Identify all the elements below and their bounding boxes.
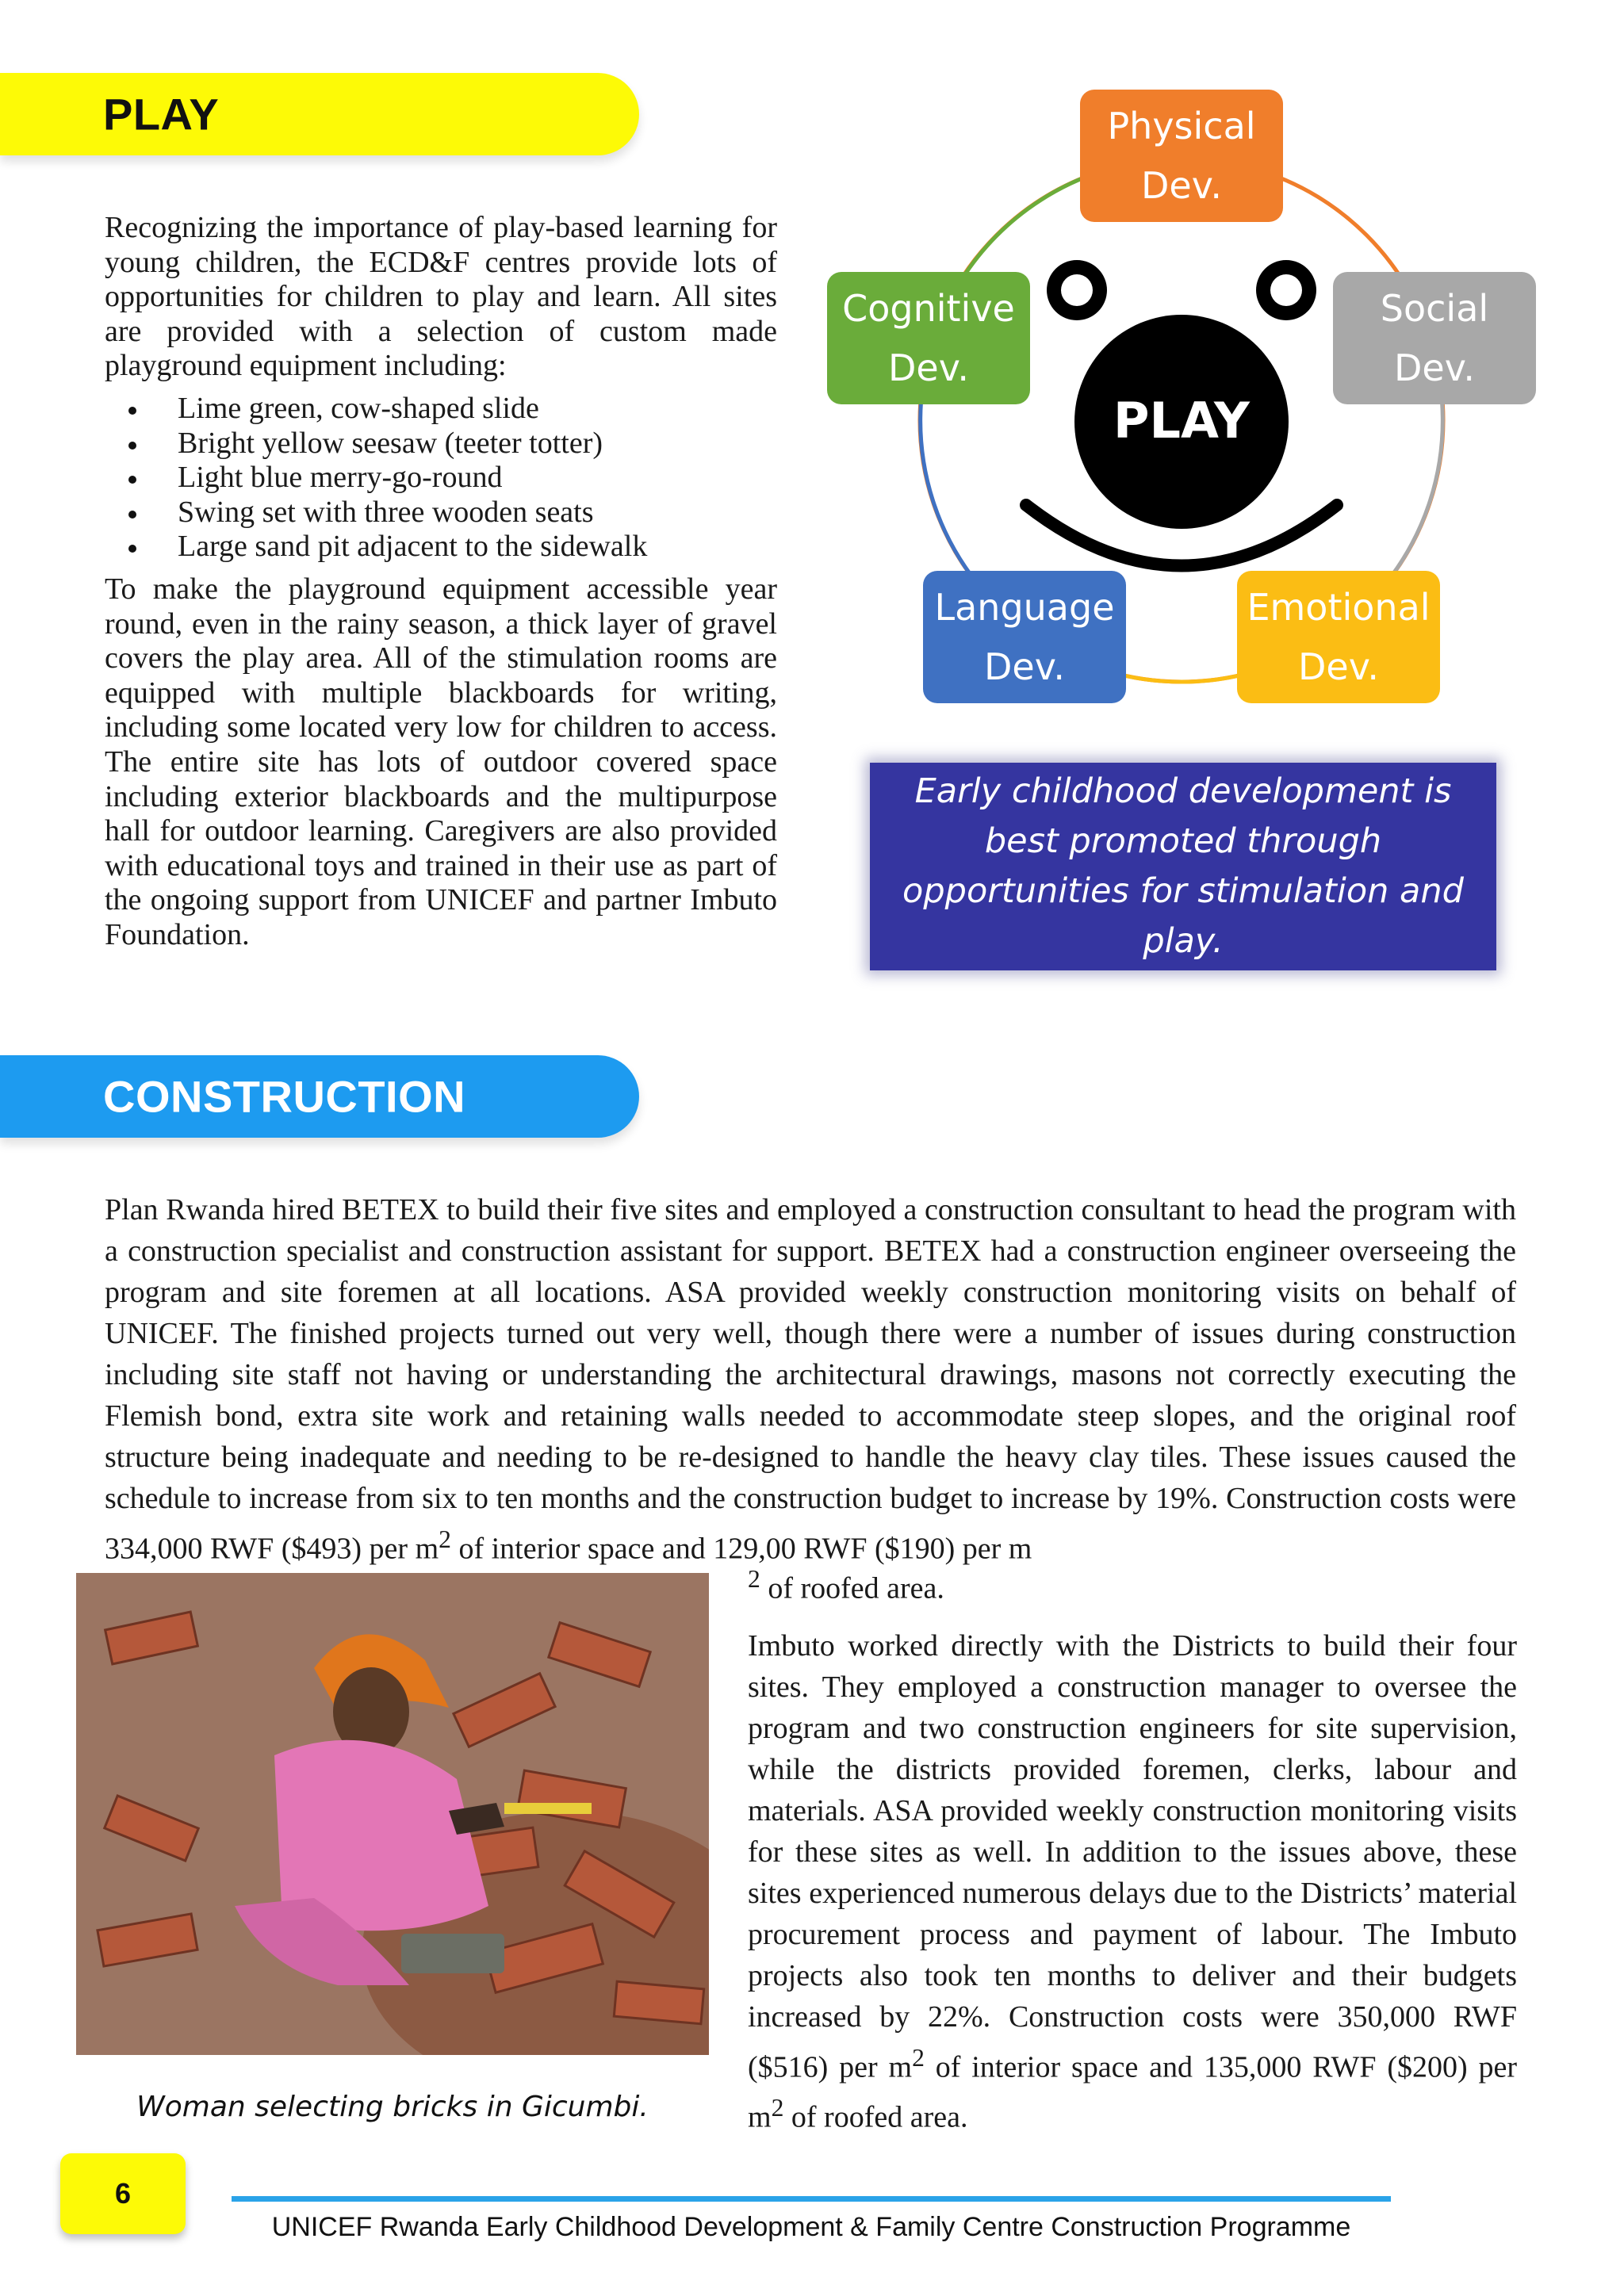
photo-illustration [76,1573,709,2055]
face-left-eye-highlight [1061,274,1093,306]
superscript-2: 2 [439,1525,451,1553]
node-language-dev [923,571,1126,703]
photo-caption: Woman selecting bricks in Gicumbi. [136,2091,649,2123]
list-item: Light blue merry-go-round [105,461,777,496]
paragraph-text: of interior space and 129,00 RWF ($190) per m [450,1532,1032,1566]
construction-paragraph-plan-rwanda [105,1189,1516,1570]
paragraph-text: Plan Rwanda hired BETEX to build their five sites and employed a construction consultant to head the program with a construction specialist and construction assistant for support. BETEX had a construction engineer overseeing the program and site foremen at all locations. ASA provided weekly construction monitoring visits on behalf of UNICEF. The finished projects turned out very well, though there were a number of issues during construction including site staff not having or understanding the architectural drawings, masons not correctly executing the Flemish bond, extra site work and retaining walls needed to accommodate steep slopes, and the original roof structure being inadequate and needing to be re-designed to handle the heavy clay tiles. These issues caused the schedule to increase from six to ten months and the construction budget to increase by 19%. Construction costs were 334,000 RWF ($493) per m [105,1193,1516,1566]
paragraph-text: of roofed area. [783,2100,968,2134]
node-social-dev [1333,272,1536,404]
callout-box [870,763,1496,970]
face-right-eye-highlight [1270,274,1302,306]
node-label: Physical [1107,105,1256,147]
superscript-2: 2 [748,1565,760,1593]
page-number: 6 [114,2177,132,2210]
list-item: Large sand pit adjacent to the sidewalk [105,530,777,564]
node-physical-dev [1080,90,1283,222]
node-label: Cognitive [842,287,1015,330]
footer-divider [232,2196,1391,2202]
node-cognitive-dev [827,272,1030,404]
node-label: Dev. [888,346,969,389]
superscript-2: 2 [912,2043,925,2072]
construction-paragraph-imbuto [748,1625,1517,2138]
list-item: Lime green, cow-shaped slide [105,392,777,427]
list-item: Bright yellow seesaw (teeter totter) [105,427,777,461]
paragraph-text: of roofed area. [760,1571,944,1605]
node-label: Dev. [1141,164,1222,207]
construction-right-column [748,1559,1517,2154]
node-label: Dev. [1394,346,1475,389]
play-center-label: PLAY [1113,392,1250,450]
node-label: Dev. [1298,645,1379,688]
paragraph-text: Imbuto worked directly with the Districts to build their four sites. They employed a construction manager to oversee the program and two construction engineers for site supervision, while the districts provided foremen, clerks, labour and materials. ASA provided weekly construction monitoring visits for these sites as well. In addition to the issues above, these sites experienced numerous delays due to the Districts’ material procurement process and payment of labour. The Imbuto projects also took ten months to deliver and their budgets increased by 22%. Construction costs were 350,000 RWF ($516) per m [748,1628,1517,2084]
node-label: Emotional [1247,586,1431,629]
list-item: Swing set with three wooden seats [105,496,777,530]
play-body-paragraph: To make the playground equipment accessible year round, even in the rainy season, a thick layer of gravel covers the play area. All of the stimulation rooms are equipped with multiple blackboards for writing, including some located very low for children to access. The entire site has lots of outdoor covered space including exterior blackboards and the multipurpose hall for outdoor learning. Caregivers are also provided with educational toys and trained in their use as part of the ongoing support from UNICEF and partner Imbuto Foundation. [105,572,777,951]
construction-heading: CONSTRUCTION [103,1071,466,1122]
paragraph-text: of interior space and 135,000 RWF ($200) per m [748,2050,1517,2134]
play-development-diagram [825,79,1538,714]
bricks-photo [76,1573,709,2055]
play-intro-paragraph: Recognizing the importance of play-based learning for young children, the ECD&F centres provide lots of opportunities for children to play and learn. All sites are provided with a selection of custom made playground equipment including: [105,211,777,383]
play-text-block [105,211,777,952]
paragraph-continuation [748,1559,1517,1609]
play-heading: PLAY [103,89,220,140]
footer-title: UNICEF Rwanda Early Childhood Development & Family Centre Construction Programme [271,2212,1351,2242]
construction-section-banner [0,1055,639,1138]
node-label: Language [934,586,1115,629]
page-number-badge [60,2153,186,2234]
node-emotional-dev [1237,571,1440,703]
play-section-banner [0,73,639,155]
superscript-2: 2 [771,2094,784,2122]
play-equipment-list [105,392,777,564]
callout-text: Early childhood development is best promoted through opportunities for stimulation and play. [902,771,1464,961]
node-label: Dev. [984,645,1065,688]
node-label: Social [1380,287,1489,330]
